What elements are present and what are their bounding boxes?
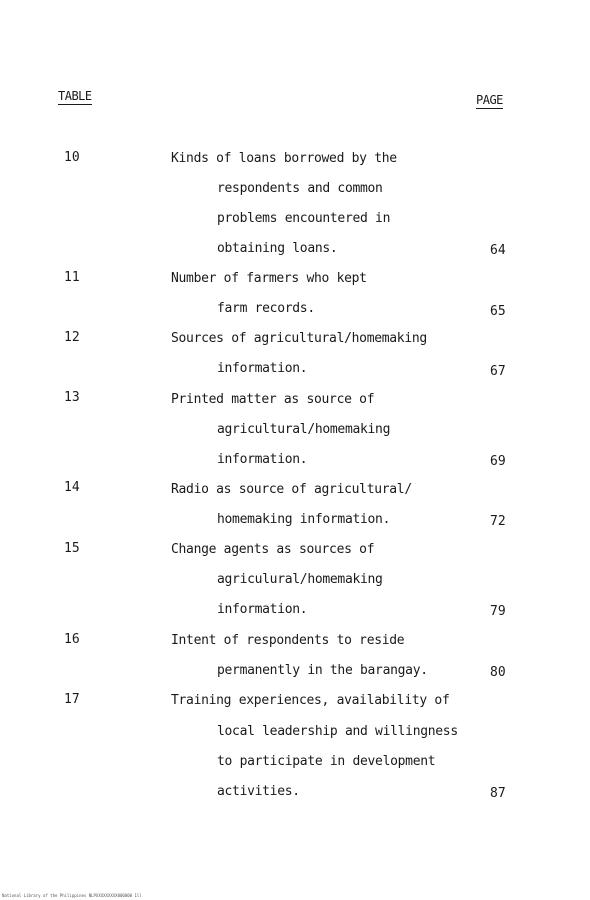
page-number: 69 bbox=[490, 454, 506, 469]
entry-title-line: Sources of agricultural/homemaking bbox=[171, 331, 427, 346]
page-number: 67 bbox=[490, 364, 506, 379]
entry-title-line: Number of farmers who kept bbox=[171, 271, 367, 286]
entry-title-line: Radio as source of agricultural/ bbox=[171, 482, 412, 497]
table-number: 11 bbox=[64, 270, 80, 285]
entry-title-line: local leadership and willingness bbox=[217, 724, 458, 739]
table-number: 10 bbox=[64, 150, 80, 165]
table-column-header: TABLE bbox=[58, 89, 92, 103]
entry-title-line: problems encountered in bbox=[217, 211, 391, 226]
page-number: 65 bbox=[490, 304, 506, 319]
table-number: 17 bbox=[64, 692, 80, 707]
table-number: 15 bbox=[64, 541, 80, 556]
page-number: 72 bbox=[490, 514, 506, 529]
page-column-header: PAGE bbox=[476, 93, 503, 107]
entry-title-line: Printed matter as source of bbox=[171, 392, 375, 407]
entry-title-line: activities. bbox=[217, 784, 300, 799]
entry-title-line: farm records. bbox=[217, 301, 315, 316]
page-number: 80 bbox=[490, 665, 506, 680]
page-number: 87 bbox=[490, 786, 506, 801]
table-number: 14 bbox=[64, 480, 80, 495]
entry-title-line: to participate in development bbox=[217, 754, 436, 769]
entry-title-line: homemaking information. bbox=[217, 512, 391, 527]
entry-title-line: information. bbox=[217, 602, 308, 617]
entry-title-line: Intent of respondents to reside bbox=[171, 633, 405, 648]
entry-title-line: obtaining loans. bbox=[217, 241, 338, 256]
page-number: 79 bbox=[490, 604, 506, 619]
entry-title-line: agricultural/homemaking bbox=[217, 422, 391, 437]
entry-title-line: Training experiences, availability of bbox=[171, 693, 450, 708]
entry-title-line: respondents and common bbox=[217, 181, 383, 196]
entry-title-line: information. bbox=[217, 361, 308, 376]
entry-title-line: Kinds of loans borrowed by the bbox=[171, 151, 397, 166]
archive-footer: National Library of the Philippines NLPXXXXXXXXX000000 1ll bbox=[2, 893, 142, 898]
entry-title-line: agriculural/homemaking bbox=[217, 572, 383, 587]
entry-title-line: permanently in the barangay. bbox=[217, 663, 428, 678]
entry-title-line: Change agents as sources of bbox=[171, 542, 375, 557]
page-number: 64 bbox=[490, 243, 506, 258]
entry-title-line: information. bbox=[217, 452, 308, 467]
table-number: 12 bbox=[64, 330, 80, 345]
table-number: 13 bbox=[64, 390, 80, 405]
table-number: 16 bbox=[64, 632, 80, 647]
